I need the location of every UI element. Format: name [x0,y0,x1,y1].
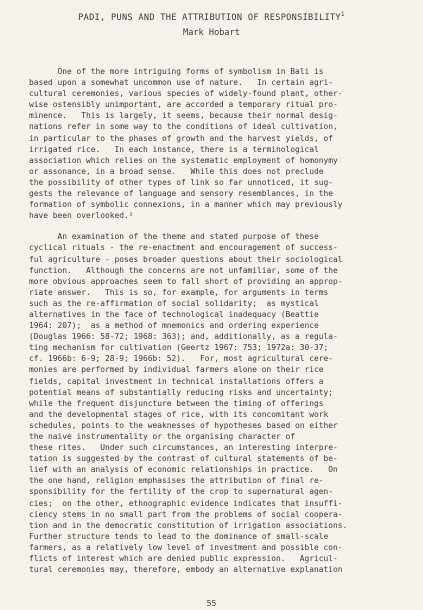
article-title-text: PADI, PUNS AND THE ATTRIBUTION OF RESPONSIBILITY [78,12,341,23]
article-title [0,11,423,23]
paragraph-1: One of the more intriguing forms of symbolism in Bali is based upon a somewhat uncommon use of nature. In certain agri- cultural ceremonies, various species of widely-found plant, other- wise ostensibly unimportant, are accorded a temporary ritual pro- minence. This is largely, it seems, because their normal desig- nations refer in some way to the conditions of ideal cultivation, in particular to the phases of growth and the harvest yields, of irrigated rice. In each instance, there is a terminological association which relies on the systematic employment of homonymy or assonance, in a broad sense. While this does not preclude the possibility of other types of link so far unnoticed, it sug- gests the relevance of language and sensory resemblances, in the formation of symbolic connexions, in a manner which may previously have been overlooked.² [29,67,343,221]
title-footnote-marker: 1 [340,11,345,18]
page-number: 55 [206,599,217,608]
author-name: Mark Hobart [183,28,240,38]
paragraph-2: An examination of the theme and stated purpose of these cyclical rituals - the re-enactment and encouragement of success- ful agriculture - poses broader questions about their sociological function. Although the concerns are not unfamiliar, some of the more obvious approaches seem to fall short of providing an approp- riate answer. This is so, for example, for arguments in terms such as the re-affirmation of social solidarity; as mystical alternatives in the face of technological inadequacy (Beattie 1964: 207); as a method of mnemonics and ordering experience (Douglas 1966: 58-72; 1968: 363); and, additionally, as a regula- ting mechanism for cultivation (Geertz 1967: 753; 1972a: 30-37; cf. 1966b: 6-9; 28-9; 1966b: 52). For, most agricultural cere- monies are performed by individual farmers alone on their rice fields, capital investment in technical installations offers a potential means of substantially reducing risks and uncertainty; while the frequent disjuncture between the timing of offerings and the developmental stages of rice, with its concomitant work schedules, points to the weaknesses of hypotheses based on either the naive instrumentality or the organising character of these rites. Under such circumstances, an interesting interpre- tation is suggested by the contrast of cultural statements of be- lief with an analysis of economic relationships in practice. On the one hand, religion emphasises the attribution of final re- sponsibility for the fertility of the crop to supernatural agen- cies; on the other, ethnographic evidence indicates that insuffi- ciency stems in no small part from the problems of social coopera- tion and in the democratic constitution of irrigation associations. Further structure tends to lead to the dominance of small-scale farmers, as a relatively low level of investment and possible con- flicts of interest which are denied public expression. Agricul- tural ceremonies may, therefore, embody an alternative explanation [29,232,348,575]
article-body [29,66,401,575]
